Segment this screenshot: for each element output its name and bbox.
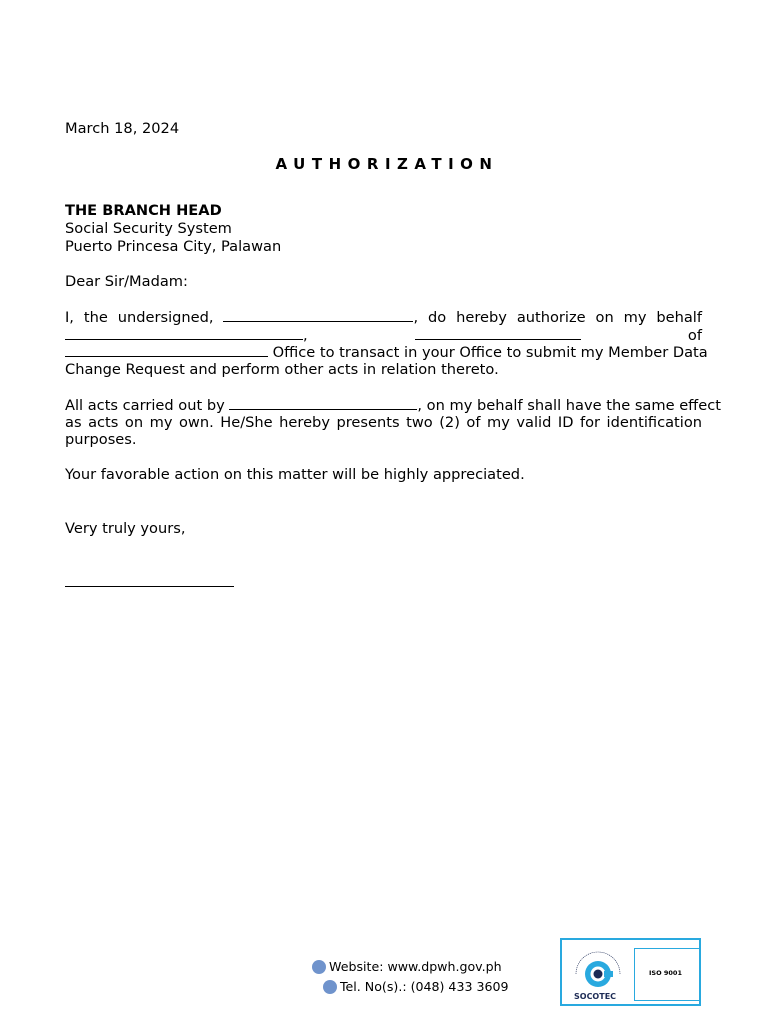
para2-line3: purposes.: [65, 431, 137, 448]
socotec-label: SOCOTEC: [574, 992, 617, 1001]
tel-text: Tel. No(s).: (048) 433 3609: [340, 979, 509, 994]
addressee-org: Social Security System: [65, 220, 232, 237]
para2-text-a: All acts carried out by: [65, 397, 225, 414]
website-line: [312, 959, 502, 975]
iso-box: [634, 948, 700, 1001]
para2-line2: as acts on my own. He/She hereby presents two (2) of my valid ID for identification: [65, 414, 702, 431]
signature-line: [65, 586, 234, 587]
certification-badge: [560, 938, 701, 1006]
para1-of: of: [687, 327, 702, 344]
salutation: Dear Sir/Madam:: [65, 273, 188, 290]
letter-title: AUTHORIZATION: [275, 155, 499, 173]
para1-text-a: I, the undersigned,: [65, 309, 214, 326]
para3: Your favorable action on this matter will be highly appreciated.: [65, 466, 525, 483]
para1-line1: [65, 308, 702, 327]
closing: Very truly yours,: [65, 520, 186, 537]
agency-blank: [65, 343, 268, 357]
letter-date: March 18, 2024: [65, 120, 180, 137]
socotec-seal-icon: [568, 944, 628, 994]
addressee-location: Puerto Princesa City, Palawan: [65, 238, 282, 255]
website-text: Website: www.dpwh.gov.ph: [329, 959, 502, 974]
representative-blank: [229, 396, 417, 410]
globe-icon: [312, 960, 326, 974]
phone-icon: [323, 980, 337, 994]
para1-comma: ,: [303, 327, 308, 344]
para1-line2: [65, 326, 702, 345]
iso-label: ISO 9001: [649, 969, 682, 977]
para1-line4: Change Request and perform other acts in relation thereto.: [65, 361, 499, 378]
addressee-name: THE BRANCH HEAD: [65, 202, 222, 219]
tel-line: [323, 979, 509, 995]
para2-text-b: , on my behalf shall have the same effect: [417, 397, 721, 414]
authorized-person-blank: [223, 308, 413, 322]
para2-line1: [65, 396, 721, 415]
para1-line3: [65, 343, 708, 362]
designation-blank: [65, 326, 303, 340]
para1-text-c: Office to transact in your Office to submit my Member Data: [272, 344, 708, 361]
office-name-blank: [415, 326, 581, 340]
para1-text-b: , do hereby authorize on my behalf: [413, 309, 703, 326]
